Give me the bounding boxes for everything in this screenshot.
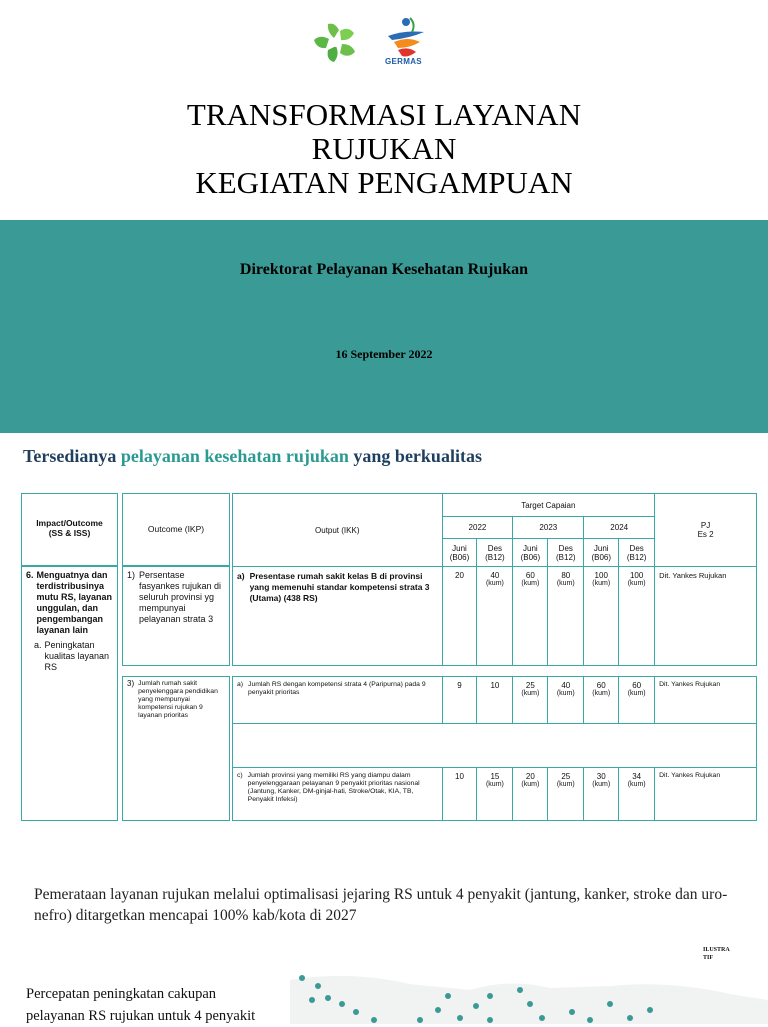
- table-row: [233, 677, 757, 724]
- impact-number: 6.: [26, 570, 34, 580]
- row-2-val-1: 9: [442, 677, 477, 724]
- row-2-val-5: 60 (kum): [584, 677, 619, 724]
- equalization-paragraph: Pemerataan layanan rujukan melalui optimalisasi jejaring RS untuk 4 penyakit (jantung, kanker, stroke dan uro-nefro) ditargetkan mencapai 100% kab/kota di 2027: [34, 886, 728, 924]
- row-3-text-cell: [233, 768, 443, 821]
- section-title-post: yang berkualitas: [348, 446, 482, 466]
- row-3-val-3: 20 (kum): [513, 768, 548, 821]
- outcome-1-cell: [122, 566, 230, 666]
- output-table-bottom: [232, 676, 757, 821]
- row-1-pj: Dit. Yankes Rujukan: [655, 567, 757, 666]
- outcome-3-number: 3): [127, 679, 135, 688]
- ilustrasi-label: ILUSTRA TIF: [703, 947, 730, 961]
- outcome-1: [127, 570, 225, 625]
- impact-header-cell: [21, 493, 118, 566]
- section-title: [23, 446, 482, 467]
- row-3-pj: Dit. Yankes Rujukan: [655, 768, 757, 821]
- row-1-val-4: 80 (kum): [548, 567, 584, 666]
- presentation-date: 16 September 2022: [335, 347, 433, 361]
- outcome-3: [127, 680, 225, 720]
- table-row: [233, 567, 757, 666]
- section-title-pre: Tersedianya: [23, 446, 121, 466]
- sub-header-4: Des (B12): [548, 539, 584, 567]
- sub-header-6: Des (B12): [619, 539, 655, 567]
- row-1-val-5: 100 (kum): [584, 567, 619, 666]
- indonesia-map-illustration: [290, 960, 768, 1024]
- row-3-val-2: 15 (kum): [477, 768, 513, 821]
- outcome-3-cell: [122, 676, 230, 821]
- target-header: Target Capaian: [442, 494, 655, 517]
- impact-header: Impact/Outcome (SS & ISS): [36, 518, 103, 538]
- row-3-val-4: 25 (kum): [548, 768, 584, 821]
- row-3-val-5: 30 (kum): [584, 768, 619, 821]
- row-3-text: Jumlah provinsi yang memiliki RS yang diampu dalam penyelenggaraan pelayanan 9 penyakit prioritas nasional (Jantung, Kanker, DM-ginjal-hati, Stroke/Otak, KIA, TB, Penyakit Infeksi): [247, 772, 420, 803]
- row-2-pj: Dit. Yankes Rujukan: [655, 677, 757, 724]
- table-row-empty: [233, 724, 757, 768]
- impact-body-cell: [21, 566, 118, 821]
- row-1-text: Presentase rumah sakit kelas B di provinsi yang memenuhi standar kompetensi strata 3 (Utama) (438 RS): [249, 571, 430, 603]
- impact-sub-item: [26, 640, 113, 673]
- row-1-text-cell: [233, 567, 443, 666]
- title-line-1: TRANSFORMASI LAYANAN: [186, 97, 582, 132]
- outcome-3-text: Jumlah rumah sakit penyelenggara pendidikan yang mempunyai kompetensi rujukan 9 layanan prioritas: [138, 680, 218, 719]
- title-line-3: KEGIATAN PENGAMPUAN: [195, 165, 573, 200]
- row-1-val-1: 20: [442, 567, 477, 666]
- row-3-letter: c): [237, 772, 243, 779]
- outcome-1-text: Persentase fasyankes rujukan di seluruh provinsi yg mempunyai pelayanan strata 3: [139, 570, 222, 624]
- year-2022: 2022: [442, 517, 513, 539]
- impact-item: [26, 570, 113, 636]
- outcome-header: Outcome (IKP): [147, 524, 205, 534]
- sub-header-2: Des (B12): [477, 539, 513, 567]
- row-2-text-cell: [233, 677, 443, 724]
- row-1-letter: a): [237, 571, 245, 581]
- row-1-val-2: 40 (kum): [477, 567, 513, 666]
- impact-sub-number: a.: [34, 640, 42, 650]
- row-2-text: Jumlah RS dengan kompetensi strata 4 (Paripurna) pada 9 penyakit prioritas: [248, 681, 426, 696]
- row-2-val-2: 10: [477, 677, 513, 724]
- outcome-header-cell: [122, 493, 230, 566]
- title-line-2: RUJUKAN: [311, 131, 457, 166]
- teal-banner: [0, 220, 768, 433]
- year-2024: 2024: [584, 517, 655, 539]
- row-3-val-6: 34 (kum): [619, 768, 655, 821]
- impact-text: Menguatnya dan terdistribusinya mutu RS, layanan unggulan, dan pengembangan layanan lain: [36, 570, 113, 635]
- row-1-val-6: 100 (kum): [619, 567, 655, 666]
- row-1-val-3: 60 (kum): [513, 567, 548, 666]
- output-header: Output (IKK): [233, 494, 443, 567]
- row-2-letter: a): [237, 681, 244, 688]
- output-table-top: [232, 493, 757, 666]
- directorate-subtitle: Direktorat Pelayanan Kesehatan Rujukan: [239, 261, 529, 278]
- row-2-val-4: 40 (kum): [548, 677, 584, 724]
- row-2-val-3: 25 (kum): [513, 677, 548, 724]
- row-3-val-1: 10: [442, 768, 477, 821]
- table-row: [233, 768, 757, 821]
- germas-label: GERMAS: [385, 57, 422, 66]
- pj-header: PJ Es 2: [655, 494, 757, 567]
- impact-sub-text: Peningkatan kualitas layanan RS: [44, 640, 110, 672]
- sub-header-1: Juni (B06): [442, 539, 477, 567]
- section-title-highlight: pelayanan kesehatan rujukan: [120, 446, 349, 466]
- row-2-val-6: 60 (kum): [619, 677, 655, 724]
- outcome-1-number: 1): [127, 570, 136, 580]
- sub-header-3: Juni (B06): [513, 539, 548, 567]
- kemenkes-logo: [312, 22, 358, 64]
- sub-header-5: Juni (B06): [584, 539, 619, 567]
- acceleration-text: Percepatan peningkatan cakupan pelayanan RS rujukan untuk 4 penyakit: [26, 986, 256, 1024]
- year-2023: 2023: [513, 517, 584, 539]
